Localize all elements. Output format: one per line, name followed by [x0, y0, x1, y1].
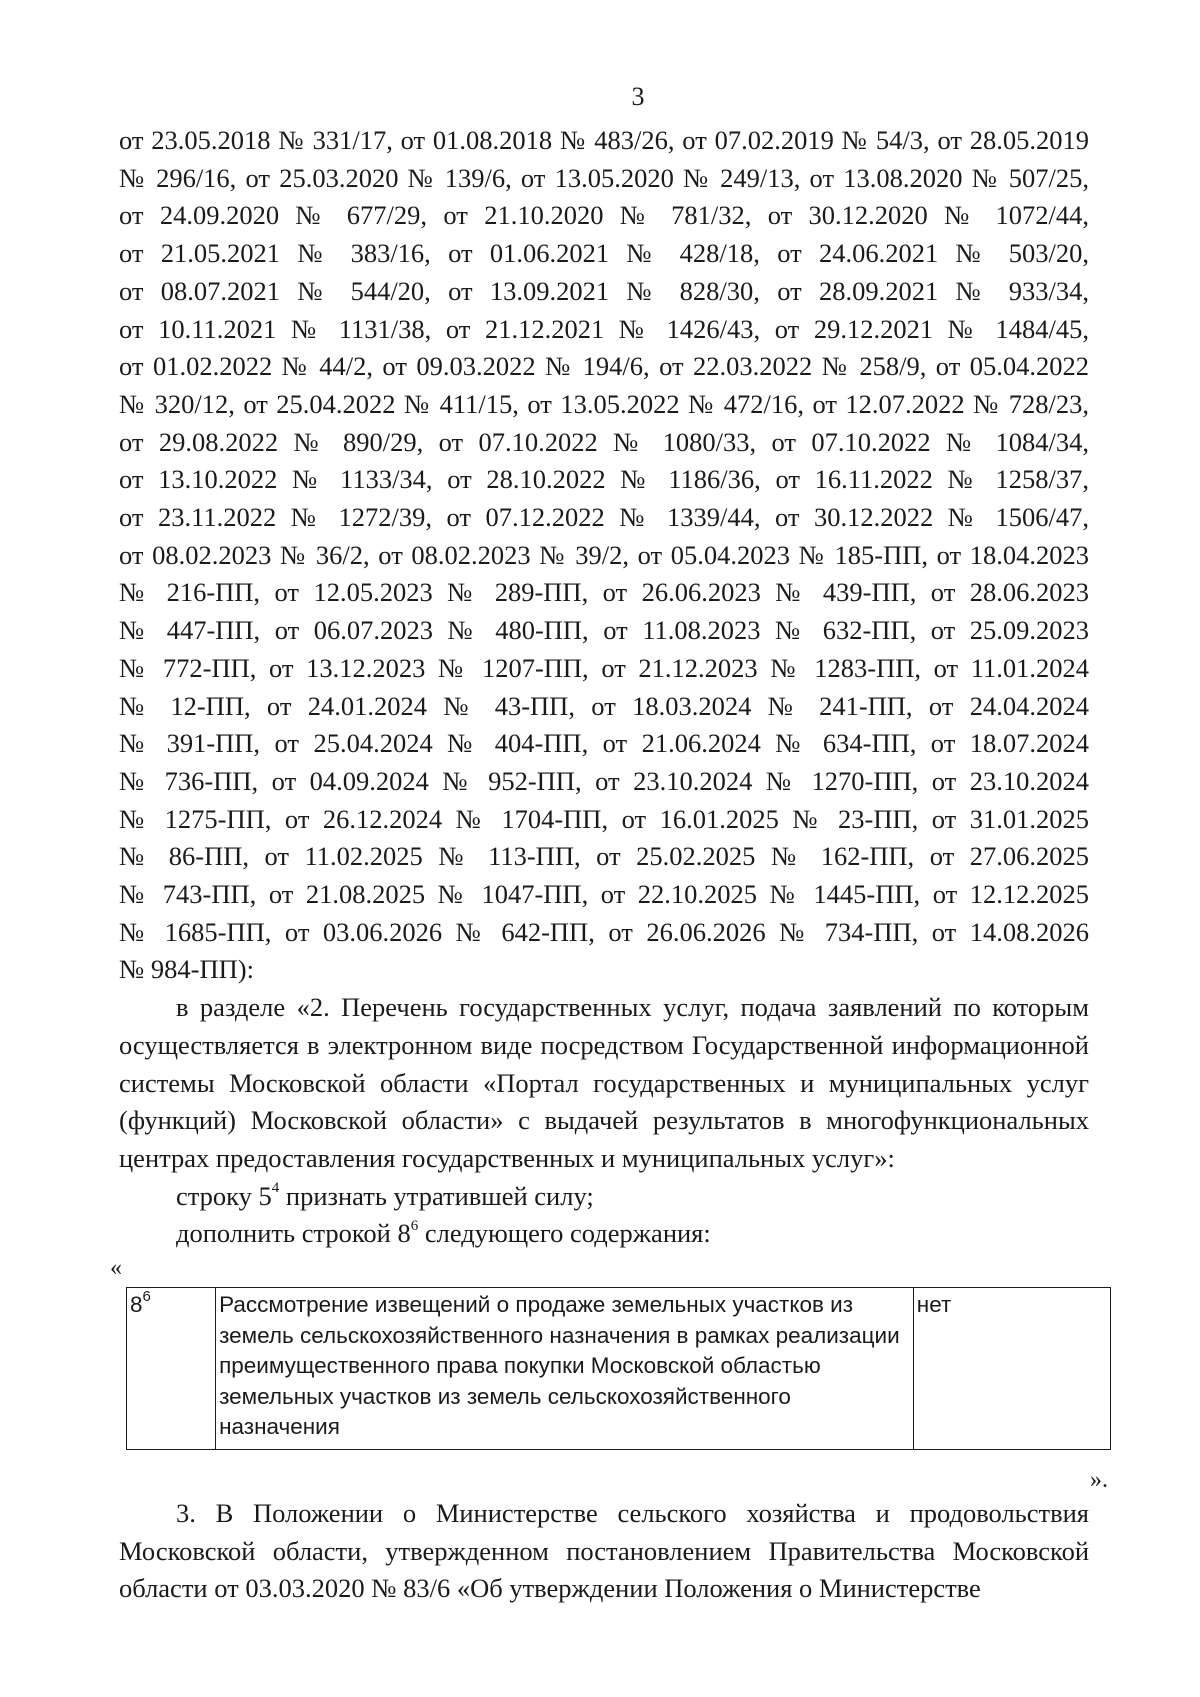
add-line — [119, 1215, 1089, 1253]
reference-line: № 447-ПП, от 06.07.2023 № 480-ПП, от 11.08.2023 № 632-ПП, от 25.09.2023 — [119, 615, 1089, 646]
row-number-cell — [127, 1288, 216, 1450]
amendment-references — [119, 122, 1089, 989]
reference-line: от 23.11.2022 № 1272/39, от 07.12.2022 № 1339/44, от 30.12.2022 № 1506/47, — [119, 502, 1089, 533]
reference-line: № 1275-ПП, от 26.12.2024 № 1704-ПП, от 16.01.2025 № 23-ПП, от 31.01.2025 — [119, 803, 1089, 834]
description-line: назначения — [219, 1414, 340, 1439]
reference-line: от 13.10.2022 № 1133/34, от 28.10.2022 № 1186/36, от 16.11.2022 № 1258/37, — [119, 464, 1089, 495]
row-number: 8 — [130, 1292, 143, 1317]
reference-line: № 296/16, от 25.03.2020 № 139/6, от 13.05.2020 № 249/13, от 13.08.2020 № 507/25, — [119, 162, 1089, 193]
reference-line: от 10.11.2021 № 1131/38, от 21.12.2021 № 1426/43, от 29.12.2021 № 1484/45, — [119, 313, 1089, 344]
reference-line: № 86-ПП, от 11.02.2025 № 113-ПП, от 25.02.2025 № 162-ПП, от 27.06.2025 — [119, 841, 1089, 872]
revoke-line-prefix: строку 5 — [176, 1180, 272, 1211]
value-cell — [913, 1288, 1110, 1450]
page-number: 3 — [631, 82, 645, 111]
reference-line: от 21.05.2021 № 383/16, от 01.06.2021 № 428/18, от 24.06.2021 № 503/20, — [119, 238, 1089, 269]
reference-line: № 743-ПП, от 21.08.2025 № 1047-ПП, от 22.10.2025 № 1445-ПП, от 12.12.2025 — [119, 879, 1089, 910]
value-text: нет — [916, 1292, 952, 1317]
closing-quote: ». — [1090, 1467, 1108, 1493]
reference-line: № 736-ПП, от 04.09.2024 № 952-ПП, от 23.10.2024 № 1270-ПП, от 23.10.2024 — [119, 765, 1089, 796]
reference-line: № 772-ПП, от 13.12.2023 № 1207-ПП, от 21.12.2023 № 1283-ПП, от 11.01.2024 — [119, 652, 1089, 683]
reference-line: от 24.09.2020 № 677/29, от 21.10.2020 № 781/32, от 30.12.2020 № 1072/44, — [119, 200, 1089, 231]
reference-line: от 23.05.2018 № 331/17, от 01.08.2018 № 483/26, от 07.02.2019 № 54/3, от 28.05.2019 — [119, 125, 1089, 155]
reference-line: от 08.07.2021 № 544/20, от 13.09.2021 № 828/30, от 28.09.2021 № 933/34, — [119, 275, 1089, 306]
row-number-superscript: 6 — [142, 1287, 151, 1305]
revoke-line — [119, 1178, 1089, 1216]
reference-line: № 984-ПП): — [119, 954, 254, 985]
reference-line: № 1685-ПП, от 03.06.2026 № 642-ПП, от 26.06.2026 № 734-ПП, от 14.08.2026 — [119, 916, 1089, 947]
table-row — [127, 1288, 1111, 1450]
add-line-superscript: 6 — [410, 1217, 419, 1234]
add-line-prefix: дополнить строкой 8 — [176, 1218, 411, 1249]
reference-line: № 391-ПП, от 25.04.2024 № 404-ПП, от 21.06.2024 № 634-ПП, от 18.07.2024 — [119, 728, 1089, 759]
service-description-cell — [216, 1288, 914, 1450]
description-line: земель сельскохозяйственного назначения в рамках реализации — [219, 1322, 900, 1348]
add-line-suffix: следующего содержания: — [418, 1218, 711, 1249]
paragraph-3: 3. В Положении о Министерстве сельского хозяйства и продовольствия Московской области, утвержденном постановлением Правительства Московской области от 03.03.2020 № 83/6 «Об утверждении Положения о Министерстве — [119, 1498, 1089, 1604]
reference-line: от 08.02.2023 № 36/2, от 08.02.2023 № 39/2, от 05.04.2023 № 185-ПП, от 18.04.2023 — [119, 539, 1089, 570]
reference-line: от 29.08.2022 № 890/29, от 07.10.2022 № 1080/33, от 07.10.2022 № 1084/34, — [119, 426, 1089, 457]
description-line: земельных участков из земель сельскохозяйственного — [219, 1383, 791, 1409]
revoke-line-superscript: 4 — [271, 1179, 280, 1196]
reference-line: № 12-ПП, от 24.01.2024 № 43-ПП, от 18.03.2024 № 241-ПП, от 24.04.2024 — [119, 690, 1089, 721]
inserted-row-table — [126, 1287, 1111, 1450]
section-paragraph: в разделе «2. Перечень государственных услуг, подача заявлений по которым осуществляется в электронном виде посредством Государственной информационной системы Московской области «Портал государственных и муниципальных услуг (функций) Московской области» с выдачей результатов в многофункциональных центрах предоставления государственных и муниципальных услуг»: — [119, 992, 1089, 1173]
document-body — [119, 122, 1089, 1253]
reference-line: № 320/12, от 25.04.2022 № 411/15, от 13.05.2022 № 472/16, от 12.07.2022 № 728/23, — [119, 388, 1089, 419]
opening-quote: « — [110, 1255, 122, 1281]
reference-line: от 01.02.2022 № 44/2, от 09.03.2022 № 194/6, от 22.03.2022 № 258/9, от 05.04.2022 — [119, 351, 1089, 382]
reference-line: № 216-ПП, от 12.05.2023 № 289-ПП, от 26.06.2023 № 439-ПП, от 28.06.2023 — [119, 577, 1089, 608]
description-line: преимущественного права покупки Московской областью — [219, 1353, 821, 1378]
revoke-line-suffix: признать утратившей силу; — [279, 1180, 594, 1211]
description-line: Рассмотрение извещений о продаже земельных участков из — [219, 1292, 854, 1317]
